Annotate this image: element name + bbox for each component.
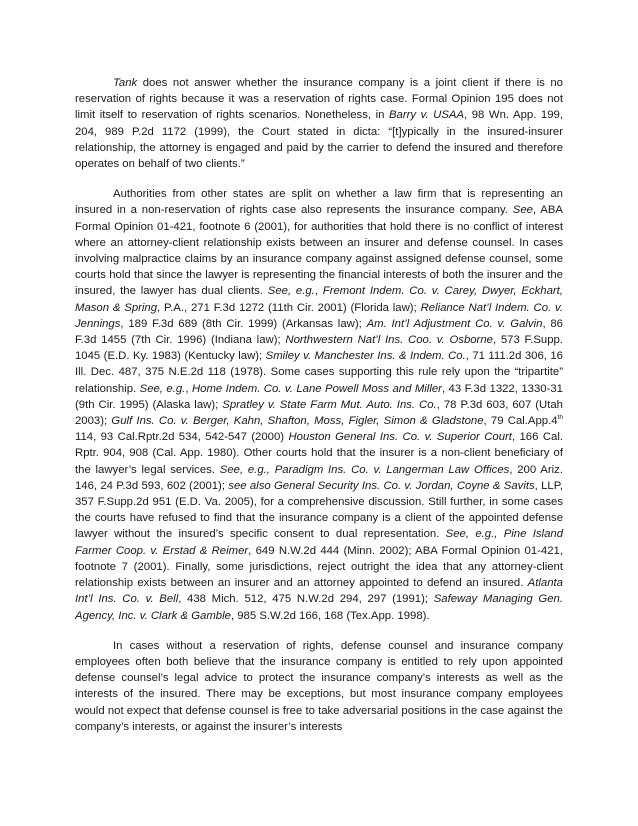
paragraph-no-reservation xyxy=(75,638,563,735)
body-text: , 985 S.W.2d 166, 168 (Tex.App. 1998). xyxy=(230,609,430,622)
body-text: , 573 F.Supp. 1045 (E.D. Ky. 1983) (Kentucky law); xyxy=(75,334,563,363)
body-text: , 649 N.W.2d 444 (Minn. 2002); ABA Formal Opinion 01-421, footnote 7 (2001). Finally, some jurisdictions, reject outright the idea that any attorney-client relationship exists between an insurer and an attorney appointed to defend an insured. xyxy=(75,544,563,590)
body-text: , 438 Mich. 512, 475 N.W.2d 294, 297 (1991); xyxy=(178,593,434,606)
body-text: , 78 P.3d 603, 607 (Utah 2003); xyxy=(75,398,563,428)
italic-citation-text: See, e.g. xyxy=(267,285,315,298)
body-text: 114, 93 Cal.Rptr.2d 534, 542-547 (2000) xyxy=(75,431,289,444)
body-text: , 189 F.3d 689 (8th Cir. 1999) (Arkansas law); xyxy=(120,317,367,330)
body-text: , ABA Formal Opinion 01-421, footnote 6 (2001), for authorities that hold there is no conflict of interest where an attorney-client relationship exists between an insurer and defense counsel. In cases involving malpractice claims by an insurance company against assigned defense counsel, some courts hold that since the lawyer is representing the financial interests of both the insurer and the insured, the lawyer has dual clients. xyxy=(75,204,563,298)
italic-citation-text: Houston General Ins. Co. v. Superior Court xyxy=(288,431,512,444)
italic-citation-text: Am. Int’l Adjustment Co. v. Galvin xyxy=(366,317,543,330)
body-text: , P.A., 271 F.3d 1272 (11th Cir. 2001) (Florida law); xyxy=(157,301,421,314)
body-text: In cases without a reservation of rights, defense counsel and insurance company employees often both believe that the insurance company is entitled to rely upon appointed defense counsel’s legal advice to protect the insurance company’s interests as well as the interests of the insured. There may be exceptions, but most insurance company employees would not expect that defense counsel is free to take adversarial positions in the case against the company’s interests, or against the insurer’s interests xyxy=(75,639,563,733)
paragraph-tank xyxy=(75,75,563,172)
superscript-text: th xyxy=(557,414,563,422)
italic-citation-text: Atlanta Int’l Ins. Co. v. Bell xyxy=(75,577,563,606)
italic-citation-text: See, e.g., Paradigm Ins. Co. v. Langerman Law Offices xyxy=(219,463,510,476)
italic-citation-text: Northwestern Nat’l Ins. Coo. v. Osborne xyxy=(285,334,493,347)
body-text: , 79 Cal.App.4 xyxy=(483,415,558,428)
body-text: , 43 F.3d 1322, 1330-31 (9th Cir. 1995) (Alaska law); xyxy=(75,382,563,411)
body-text: , 200 Ariz. 146, 24 P.3d 593, 602 (2001); xyxy=(75,463,563,492)
body-text: , 166 Cal. Rptr. 904, 908 (Cal. App. 1980). Other courts hold that the insurer is a non-client beneficiary of the lawyer’s legal services. xyxy=(75,431,563,476)
body-text: , 71 111.2d 306, 16 Ill. Dec. 487, 375 N.E.2d 118 (1978). Some cases supporting this rule rely upon the “tripartite” relationship. xyxy=(75,350,563,395)
body-text: , 86 F.3d 1455 (7th Cir. 1996) (Indiana law); xyxy=(75,317,563,347)
body-text: Authorities from other states are split on whether a law firm that is representing an insured in a non-reservation of rights case also represents the insurance company. xyxy=(75,188,563,217)
body-text: , 98 Wn. App. 199, 204, 989 P.2d 1172 (1999), the Court stated in dicta: “[t]ypically in the insured-insurer relationship, the attorney is engaged and paid by the carrier to defend the insured and therefore operates on behalf of two clients.” xyxy=(75,109,563,171)
italic-citation-text: Safeway Managing Gen. Agency, Inc. v. Clark & Gamble xyxy=(75,593,563,622)
italic-citation-text: see also General Security Ins. Co. v. Jordan, Coyne & Savits xyxy=(228,479,535,492)
body-text: , xyxy=(185,382,192,395)
italic-citation-text: Home Indem. Co. v. Lane Powell Moss and Miller xyxy=(191,382,442,395)
italic-citation-text: See, e.g. xyxy=(139,382,186,395)
body-text: , LLP, 357 F.Supp.2d 951 (E.D. Va. 2005), for a comprehensive discussion. Still further, in some cases the courts have refused to find that the insurance company is a client of the appointed defense lawyer without the insured’s specific consent to dual representation. xyxy=(75,479,563,541)
paragraph-authorities xyxy=(75,186,563,623)
italic-citation-text: Gulf Ins. Co. v. Berger, Kahn, Shafton, Moss, Figler, Simon & Gladstone xyxy=(111,415,484,428)
body-text: does not answer whether the insurance company is a joint client if there is no reservation of rights because it was a reservation of rights case. Formal Opinion 195 does not limit itself to reservation of rights scenarios. Nonetheless, in xyxy=(75,77,563,122)
italic-citation-text: Barry v. USAA xyxy=(388,109,465,122)
italic-citation-text: See xyxy=(512,204,533,217)
italic-citation-text: Reliance Nat’l Indem. Co. v. Jennings xyxy=(75,301,563,330)
document-page xyxy=(75,75,563,735)
italic-citation-text: Smiley v. Manchester Ins. & Indem. Co. xyxy=(265,350,466,363)
italic-citation-text: Tank xyxy=(113,77,138,89)
italic-citation-text: See, e.g., Pine Island Farmer Coop. v. Erstad & Reimer xyxy=(75,528,564,557)
italic-citation-text: Fremont Indem. Co. v. Carey, Dwyer, Eckhart, Mason & Spring xyxy=(75,285,563,314)
italic-citation-text: Spratley v. State Farm Mut. Auto. Ins. Co. xyxy=(222,398,437,411)
body-text: , xyxy=(314,285,323,298)
